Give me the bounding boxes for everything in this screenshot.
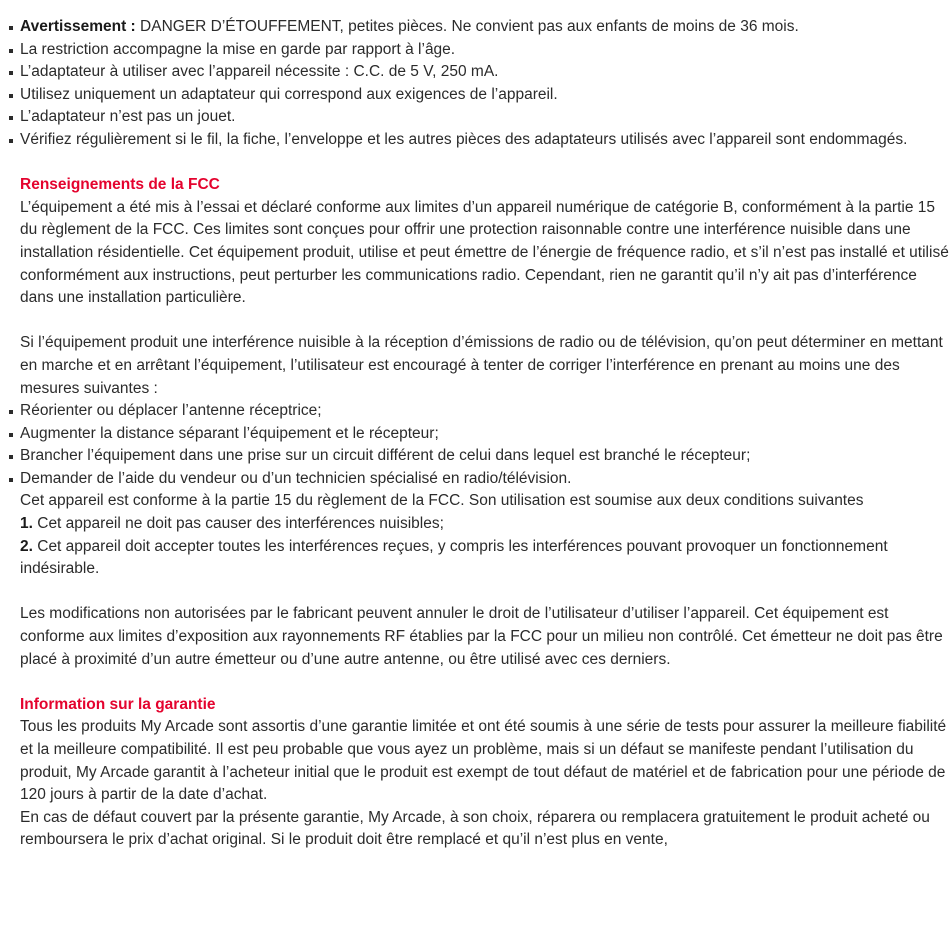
measure-item: Brancher l’équipement dans une prise sur un circuit différent de celui dans lequel est branché le récepteur; [8, 445, 950, 468]
fcc-compliance-section [8, 490, 950, 852]
warning-list [8, 16, 950, 152]
condition-number: 2. [20, 537, 33, 555]
warning-item [8, 16, 950, 39]
warranty-paragraph-2: En cas de défaut couvert par la présente garantie, My Arcade, à son choix, réparera ou remplacera gratuitement le produit acheté ou remboursera le prix d’achat original. Si le produit doit être remplacé et qu’il n’est plus en vente, [20, 808, 930, 849]
fcc-paragraph-3: Les modifications non autorisées par le fabricant peuvent annuler le droit de l’utilisateur d’utiliser l’appareil. Cet équipement est conforme aux limites d’exposition aux rayonnements RF établies par la FCC pour un milieu non contrôlé. Cet émetteur ne doit pas être placé à proximité d’un autre émetteur ou d’une autre antenne, ou être utilisé avec ces derniers. [20, 605, 943, 668]
warning-item [8, 39, 950, 62]
warning-text: Utilisez uniquement un adaptateur qui correspond aux exigences de l’appareil. [20, 85, 558, 103]
fcc-measures-list [8, 400, 950, 490]
fcc-compliance: Cet appareil est conforme à la partie 15 du règlement de la FCC. Son utilisation est soumise aux deux conditions suivantes [20, 492, 864, 510]
warning-item [8, 129, 950, 152]
warning-text: L’adaptateur à utiliser avec l’appareil nécessite : C.C. de 5 V, 250 mA. [20, 63, 499, 81]
warning-label: Avertissement : [20, 18, 136, 35]
fcc-section [8, 174, 950, 400]
fcc-paragraph-1: L’équipement a été mis à l’essai et déclaré conforme aux limites d’un appareil numérique de catégorie B, conformément à la partie 15 du règlement de la FCC. Ces limites sont conçues pour offrir une protection raisonnable contre une interférence nuisible dans une installation résidentielle. Cet équipement produit, utilise et peut émettre de l’énergie de fréquence radio, et s’il n’est pas installé et utilisé conformément aux instructions, peut perturber les communications radio. Cependant, rien ne garantit qu’il n’y ait pas d’interférence dans une installation particulière. [20, 198, 949, 307]
fcc-heading: Renseignements de la FCC [20, 176, 220, 194]
condition-number: 1. [20, 515, 33, 533]
warning-text: DANGER D’ÉTOUFFEMENT, petites pièces. Ne convient pas aux enfants de moins de 36 mois. [135, 18, 799, 35]
warranty-paragraph-1: Tous les produits My Arcade sont assortis d’une garantie limitée et ont été soumis à une série de tests pour assurer la meilleure fiabilité et la meilleure compatibilité. Il est peu probable que vous ayez un problème, mais si un défaut se manifeste pendant l’utilisation du produit, My Arcade garantit à l’acheteur initial que le produit est exempt de tout défaut de matériel et de fabrication pour une période de 120 jours à partir de la date d’achat. [20, 718, 947, 804]
warning-item [8, 84, 950, 107]
warning-item [8, 106, 950, 129]
condition-item [20, 513, 950, 536]
warranty-heading: Information sur la garantie [20, 695, 216, 713]
warning-text: Vérifiez régulièrement si le fil, la fiche, l’enveloppe et les autres pièces des adaptateurs utilisés avec l’appareil sont endommagés. [20, 130, 908, 148]
measure-item: Augmenter la distance séparant l’équipement et le récepteur; [8, 423, 950, 446]
condition-text: Cet appareil ne doit pas causer des interférences nuisibles; [32, 515, 444, 533]
warning-text: L’adaptateur n’est pas un jouet. [20, 108, 236, 126]
fcc-paragraph-2: Si l’équipement produit une interférence nuisible à la réception d’émissions de radio ou de télévision, qu’on peut déterminer en mettant en marche et en arrêtant l’équipement, l’utilisateur est encouragé à tenter de corriger l’interférence en prenant au moins une des mesures suivantes : [20, 334, 943, 397]
measure-item: Réorienter ou déplacer l’antenne réceptrice; [8, 400, 950, 423]
measure-item: Demander de l’aide du vendeur ou d’un technicien spécialisé en radio/télévision. [8, 468, 950, 491]
condition-text: Cet appareil doit accepter toutes les interférences reçues, y compris les interférences pouvant provoquer un fonctionnement indésirable. [20, 537, 888, 578]
warning-item [8, 61, 950, 84]
condition-item [20, 536, 950, 581]
warning-text: La restriction accompagne la mise en garde par rapport à l’âge. [20, 40, 456, 58]
